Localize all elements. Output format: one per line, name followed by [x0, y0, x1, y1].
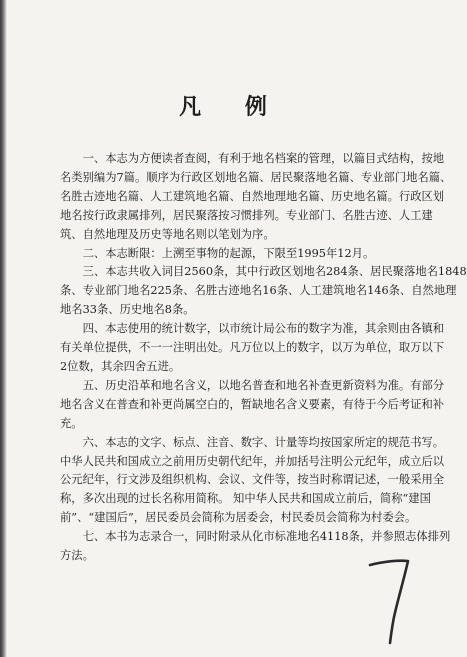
text-line: 条、专业部门地名225条、名胜古迹地名16条、人工建筑地名146条、自然地理 [60, 284, 457, 298]
paragraph-5 [60, 377, 445, 434]
text-line: 四、本志使用的统计数字，以市统计局公布的数字为准，其余则由各镇和 [60, 322, 445, 336]
text-line: 地名含义在普查和补更尚属空白的，暂缺地名含义要素，有待于今后考证和补 [60, 397, 445, 411]
text-line: 中华人民共和国成立之前用历史朝代纪年，并加括号注明公元纪年，成立后以 [60, 454, 445, 468]
paragraph-3 [60, 263, 467, 320]
paragraph-4 [60, 320, 445, 377]
paragraph-6 [60, 434, 445, 529]
paragraph-2 [60, 245, 418, 264]
text-line: 一、本志为方便读者查阅，有利于地名档案的管理，以篇目式结构，按地 [60, 152, 445, 165]
text-line: 地名33条、历史地名8条。 [60, 303, 195, 317]
text-line: 筑、自然地理及历史等地名则以笔划为序。 [60, 227, 275, 241]
text-line: 称，多次出现的过长名称用简称。 知中华人民共和国成立前后，简称“建国 [60, 492, 431, 506]
text-line: 七、本书为志录合一，同时附录从化市标准地名4118条，并参照志体排列 [60, 530, 451, 544]
text-line: 公元纪年，行文涉及组织机构、会议、文件等，按当时称谓记述，一般采用全 [60, 473, 445, 487]
paragraph-1 [60, 150, 452, 245]
body-text [60, 150, 467, 566]
text-line: 方法。 [60, 549, 94, 563]
text-line: 有关单位提供，不一一注明出处。凡万位以上的数字，以万为单位，取万以下 [60, 341, 445, 355]
text-line: 地名按行政隶属排列，居民聚落按习惯排列。专业部门、名胜古迹、人工建 [60, 208, 433, 222]
text-line: 2位数，其余四舍五进。 [60, 359, 181, 373]
text-line: 名类别编为7篇。顺序为行政区划地名篇、居民聚落地名篇、专业部门地名篇、 [60, 170, 452, 184]
text-line: 名胜古迹地名篇、人工建筑地名篇、自然地理地名篇、历史地名篇。行政区划 [60, 189, 445, 203]
text-line: 二、本志断限：上溯至事物的起源，下限至1995年12月。 [60, 246, 375, 260]
text-line: 五、历史沿革和地名含义，以地名普查和地名补查更新资料为准。有部分 [60, 378, 445, 392]
handwritten-page-number [364, 555, 414, 645]
page-title: 凡 例 [179, 94, 285, 120]
text-line: 前”、“建国后”，居民委员会简称为居委会，村民委员会简称为村委会。 [60, 511, 417, 525]
text-line: 充。 [60, 416, 83, 430]
text-line: 三、本志共收入词目2560条，其中行政区划地名284条、居民聚落地名1848 [60, 265, 467, 279]
text-line: 六、本志的文字、标点、注音、数字、计量等均按国家所定的规范书写。 [60, 435, 445, 449]
